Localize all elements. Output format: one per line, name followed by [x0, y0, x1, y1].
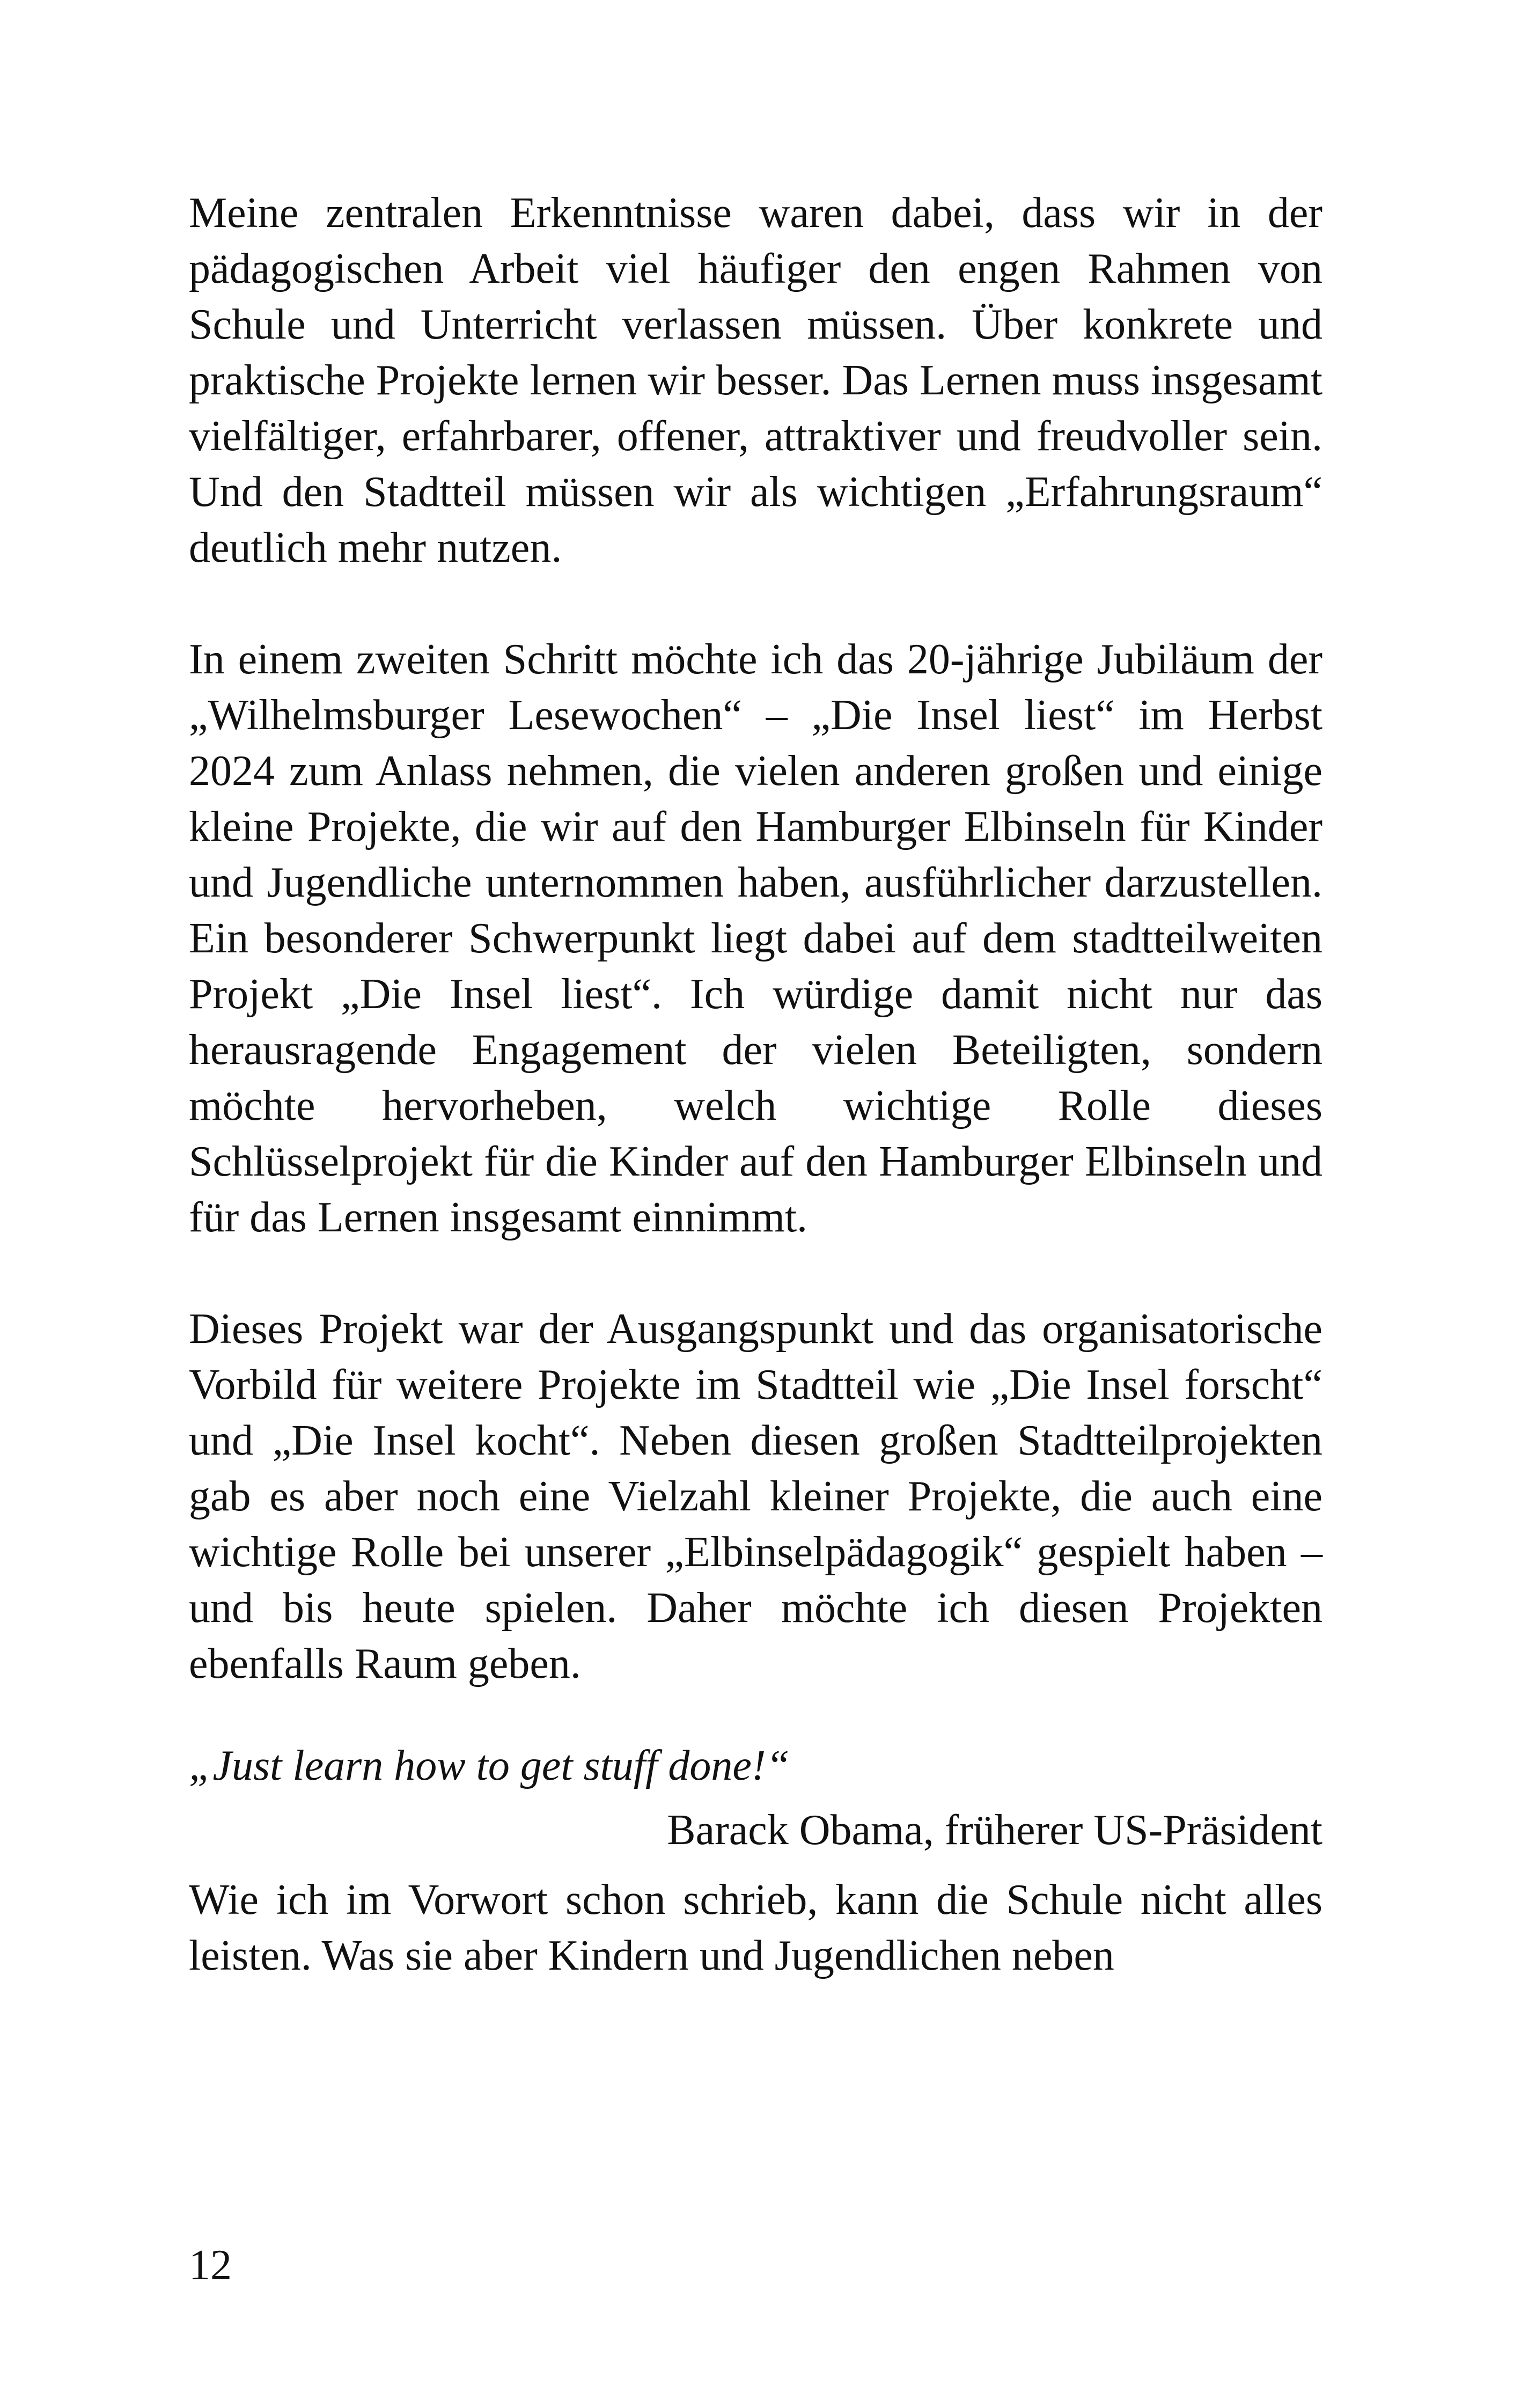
paragraph-2: In einem zweiten Schritt möchte ich das 20-jährige Jubiläum der „Wilhelmsburger Lesewochen“ – „Die Insel liest“ im Herbst 2024 zum Anlass nehmen, die vielen anderen großen und einige kleine Projekte, die wir auf den Hamburger Elbinseln für Kinder und Jugendliche unternommen haben, ausführlicher darzustellen. Ein besonderer Schwerpunkt liegt dabei auf dem stadtteilweiten Projekt „Die Insel liest“. Ich würdige damit nicht nur das herausragende Engagement der vielen Beteiligten, sondern möchte hervorheben, welch wichtige Rolle dieses Schlüsselprojekt für die Kinder auf den Hamburger Elbinseln und für das Lernen insgesamt einnimmt. — [189, 636, 1322, 1241]
paragraph-3: Dieses Projekt war der Ausgangspunkt und das organisatorische Vorbild für weitere Projekte im Stadtteil wie „Die Insel forscht“ und „Die Insel kocht“. Neben diesen großen Stadtteilprojekten gab es aber noch eine Vielzahl kleiner Projekte, die auch eine wichtige Rolle bei unserer „Elbinselpädagogik“ gespielt haben – und bis heute spielen. Daher möchte ich diesen Projekten ebenfalls Raum geben. — [189, 1305, 1322, 1687]
paragraph-4: Wie ich im Vorwort schon schrieb, kann die Schule nicht alles leisten. Was sie aber Kindern und Jugendlichen neben — [189, 1876, 1322, 1979]
paragraph-1: Meine zentralen Erkenntnisse waren dabei, dass wir in der pädagogischen Arbeit viel häufiger den engen Rahmen von Schule und Unterricht verlassen müssen. Über konkrete und praktische Projekte lernen wir besser. Das Lernen muss insgesamt vielfältiger, erfahrbarer, offener, attraktiver und freudvoller sein. Und den Stadtteil müssen wir als wichtigen „Erfahrungsraum“ deutlich mehr nutzen. — [189, 189, 1322, 571]
page-number: 12 — [189, 2242, 232, 2289]
page-body — [189, 185, 1322, 1984]
quote-text: „Just learn how to get stuff done!“ — [189, 1742, 790, 1789]
quote-block — [189, 1738, 1322, 1858]
quote-author: Barack Obama, früherer US-Präsident — [667, 1807, 1322, 1854]
